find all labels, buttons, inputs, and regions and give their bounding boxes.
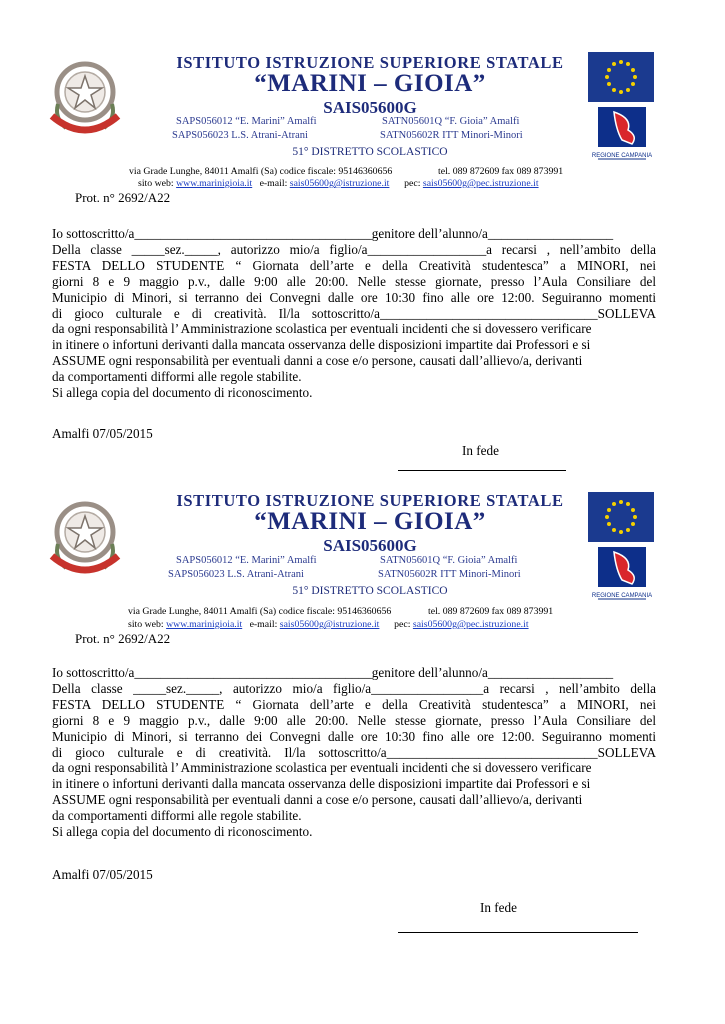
text-line: da ogni responsabilità l’ Amministrazione scolastica per eventuali incidenti che si dovessero verificare — [52, 321, 592, 337]
italian-republic-emblem-icon — [44, 492, 126, 578]
signature-label: In fede — [462, 443, 499, 458]
school-code: SAIS05600G — [323, 98, 417, 117]
web-contacts — [128, 619, 529, 630]
text-line: da comportamenti difformi alle regole stabilite. — [52, 369, 302, 385]
institute-heading: ISTITUTO ISTRUZIONE SUPERIORE STATALE — [176, 491, 564, 510]
pec-label: pec: — [404, 178, 421, 189]
text-line: da comportamenti difformi alle regole stabilite. — [52, 808, 302, 824]
protocol-number: Prot. n° 2692/A22 — [75, 190, 171, 205]
site-label: sito web: — [128, 619, 164, 630]
text-line: Della classe _____sez._____, autorizzo mio/a figlio/a__________________a recarsi , nell’ambito della — [52, 241, 656, 257]
pec-label: pec: — [394, 619, 411, 630]
signature-line[interactable] — [398, 932, 638, 933]
pec-link[interactable]: sais05600g@pec.istruzione.it — [412, 619, 529, 630]
email-link[interactable]: sais05600g@istruzione.it — [279, 619, 380, 630]
school-code: SAIS05600G — [323, 536, 417, 555]
text-line: in itinere o infortuni derivanti dalla mancata osservanza delle disposizioni impartite dai Professori e si — [52, 337, 591, 353]
address-line: via Grade Lunghe, 84011 Amalfi (Sa) codice fiscale: 95146360656 — [128, 606, 392, 617]
email-label: e-mail: — [249, 619, 278, 630]
website-link[interactable]: www.marinigioia.it — [166, 619, 243, 630]
site-label: sito web: — [138, 178, 174, 189]
text-line: ASSUME ogni responsabilità per eventuali danni a cose e/o persone, causati dall’allievo/a, derivanti — [52, 353, 583, 369]
text-line: di gioco culturale e di creatività. Il/la sottoscritto/a________________________________SOLLEVA — [52, 744, 656, 760]
school-entry: SAPS056023 L.S. Atrani-Atrani — [172, 130, 308, 141]
school-entry: SAPS056023 L.S. Atrani-Atrani — [168, 569, 304, 580]
text-line: FESTA DELLO STUDENTE “ Giornata dell’arte e della Creatività studentesca” a MINORI, nei — [52, 696, 656, 712]
school-entry: SATN05602R ITT Minori-Minori — [378, 569, 521, 580]
text-line: Si allega copia del documento di riconoscimento. — [52, 385, 313, 401]
pec-link[interactable]: sais05600g@pec.istruzione.it — [422, 178, 539, 189]
authorization-text — [52, 665, 656, 840]
text-line: Municipio di Minori, si terranno dei Convegni dalle ore 10:30 fino alle ore 12:00. Seguiranno momenti — [52, 289, 656, 305]
email-link[interactable]: sais05600g@istruzione.it — [289, 178, 390, 189]
institute-heading: ISTITUTO ISTRUZIONE SUPERIORE STATALE — [176, 53, 564, 72]
text-line: da ogni responsabilità l’ Amministrazione scolastica per eventuali incidenti che si dovessero verificare — [52, 760, 592, 776]
phone-line: tel. 089 872609 fax 089 873991 — [428, 606, 554, 617]
text-line: Io sottoscritto/a____________________________________genitore dell’alunno/a___________________ — [52, 226, 614, 241]
address-line: via Grade Lunghe, 84011 Amalfi (Sa) codice fiscale: 95146360656 — [129, 166, 393, 177]
text-line: in itinere o infortuni derivanti dalla mancata osservanza delle disposizioni impartite dai Professori e si — [52, 776, 591, 792]
school-entry: SAPS056012 “E. Marini” Amalfi — [176, 116, 317, 127]
school-name: “MARINI – GIOIA” — [254, 70, 486, 97]
text-line: Municipio di Minori, si terranno dei Convegni dalle ore 10:30 fino alle ore 12:00. Seguiranno momenti — [52, 728, 656, 744]
date-line: Amalfi 07/05/2015 — [52, 426, 153, 441]
phone-line: tel. 089 872609 fax 089 873991 — [438, 166, 564, 177]
district-label: 51° DISTRETTO SCOLASTICO — [292, 146, 448, 158]
school-name: “MARINI – GIOIA” — [254, 508, 486, 535]
school-entry: SATN05601Q “F. Gioia” Amalfi — [380, 555, 518, 566]
protocol-number: Prot. n° 2692/A22 — [75, 631, 171, 646]
text-line: giorni 8 e 9 maggio p.v., dalle 9:00 alle 20:00. Nelle stesse giornate, presso l’Aula Consiliare del — [52, 712, 656, 728]
signature-label: In fede — [480, 900, 517, 915]
text-line: giorni 8 e 9 maggio p.v., dalle 9:00 alle 20:00. Nelle stesse giornate, presso l’Aula Consiliare del — [52, 273, 656, 289]
text-line: FESTA DELLO STUDENTE “ Giornata dell’arte e della Creatività studentesca” a MINORI, nei — [52, 257, 656, 273]
text-line: Della classe _____sez._____, autorizzo mio/a figlio/a_________________a recarsi , nell’ambito della — [52, 680, 656, 696]
svg-text:REGIONE CAMPANIA: REGIONE CAMPANIA — [592, 593, 652, 599]
svg-text:REGIONE CAMPANIA: REGIONE CAMPANIA — [592, 153, 652, 159]
school-entry: SATN05601Q “F. Gioia” Amalfi — [382, 116, 520, 127]
school-entry: SAPS056012 “E. Marini” Amalfi — [176, 555, 317, 566]
email-label: e-mail: — [259, 178, 288, 189]
text-line: Io sottoscritto/a____________________________________genitore dell’alunno/a___________________ — [52, 665, 614, 680]
website-link[interactable]: www.marinigioia.it — [176, 178, 253, 189]
text-line: ASSUME ogni responsabilità per eventuali danni a cose e/o persone, causati dall’allievo/a, derivanti — [52, 792, 583, 808]
text-line: Si allega copia del documento di riconoscimento. — [52, 824, 313, 840]
text-line: di gioco culturale e di creatività. Il/la sottoscritto/a_________________________________SOLLEVA — [52, 305, 656, 321]
school-entry: SATN05602R ITT Minori-Minori — [380, 130, 523, 141]
district-label: 51° DISTRETTO SCOLASTICO — [292, 585, 448, 597]
date-line: Amalfi 07/05/2015 — [52, 867, 153, 882]
